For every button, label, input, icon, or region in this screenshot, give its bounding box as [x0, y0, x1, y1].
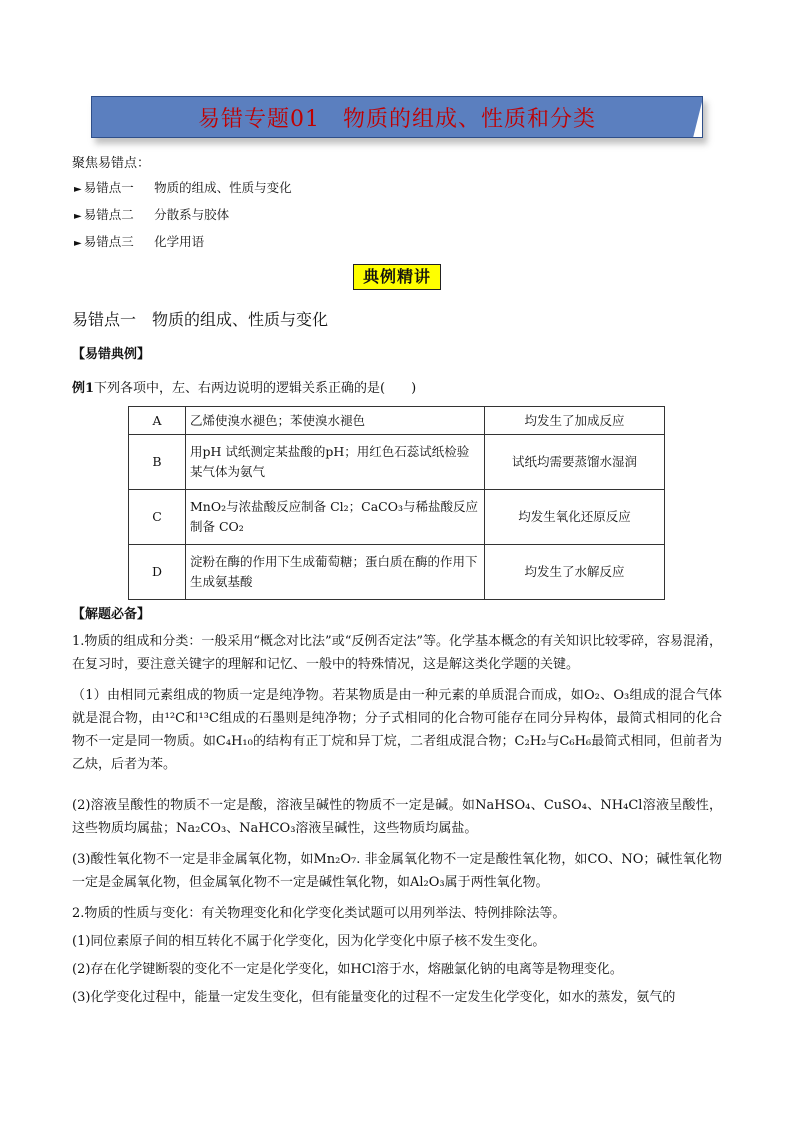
option-letter: A [129, 407, 186, 435]
table-row [129, 435, 665, 490]
focus-item-label: 易错点三 化学用语 [83, 234, 205, 249]
focus-item-label: 易错点二 分散系与胶体 [83, 207, 230, 222]
paragraph: 2.物质的性质与变化：有关物理变化和化学变化类试题可以用列举法、特例排除法等。 [72, 906, 566, 921]
option-description: 用pH 试纸测定某盐酸的pH；用红色石蕊试纸检验某气体为氨气 [186, 435, 485, 490]
option-description: 淀粉在酶的作用下生成葡萄糖；蛋白质在酶的作用下生成氨基酸 [186, 545, 485, 600]
question-number: 例1 [72, 381, 95, 396]
focus-list [74, 180, 292, 261]
question [72, 377, 416, 396]
paragraph: (2)存在化学键断裂的变化不一定是化学变化，如HCl溶于水，熔融氯化钠的电离等是物理变化。 [72, 962, 623, 977]
option-result: 均发生了加成反应 [485, 407, 665, 435]
table-row [129, 490, 665, 545]
option-letter: B [129, 435, 186, 490]
paragraph: (3)化学变化过程中，能量一定发生变化，但有能量变化的过程不一定发生化学变化，如水的蒸发，氨气的 [72, 990, 676, 1005]
table-row [129, 407, 665, 435]
focus-item [74, 180, 292, 207]
paragraph: (2)溶液呈酸性的物质不一定是酸，溶液呈碱性的物质不一定是碱。如NaHSO₄、CuSO₄、NH₄Cl溶液呈酸性，这些物质均属盐；Na₂CO₃、NaHCO₃溶液呈碱性，这些物质均属盐。 [72, 798, 722, 836]
paragraph: (1)同位素原子间的相互转化不属于化学变化，因为化学变化中原子核不发生变化。 [72, 934, 546, 949]
section-badge: 典例精讲 [353, 264, 441, 290]
paragraph: 1.物质的组成和分类：一般采用“概念对比法”或“反例否定法”等。化学基本概念的有关知识比较零碎，容易混淆，在复习时，要注意关键字的理解和记忆、一般中的特殊情况，这是解这类化学题的关键。 [72, 634, 722, 672]
options-table [128, 406, 665, 600]
typical-example-label: 【易错典例】 [72, 347, 151, 362]
option-result: 均发生了水解反应 [485, 545, 665, 600]
option-description: MnO₂与浓盐酸反应制备 Cl₂；CaCO₃与稀盐酸反应制备 CO₂ [186, 490, 485, 545]
prep-label: 【解题必备】 [72, 607, 151, 622]
triangle-bullet-icon: ► [74, 211, 82, 222]
option-description: 乙烯使溴水褪色；苯使溴水褪色 [186, 407, 485, 435]
section-title: 易错点一 物质的组成、性质与变化 [72, 310, 329, 329]
paragraph: (3)酸性氧化物不一定是非金属氧化物，如Mn₂O₇. 非金属氧化物不一定是酸性氧化物，如CO、NO；碱性氧化物一定是金属氧化物，但金属氧化物不一定是碱性氧化物，如Al₂O₃属于两性氧化物。 [72, 852, 722, 890]
page-title: 易错专题01 物质的组成、性质和分类 [198, 106, 596, 132]
focus-heading: 聚焦易错点： [72, 156, 151, 171]
paragraph: （1）由相同元素组成的物质一定是纯净物。若某物质是由一种元素的单质混合而成，如O₂、O₃组成的混合气体就是混合物，由¹²C和¹³C组成的石墨则是纯净物；分子式相同的化合物可能存在同分异构体，最简式相同的化合物不一定是同一物质。如C₄H₁₀的结构有正丁烷和异丁烷，二者组成混合物；C₂H₂与C₆H₆最简式相同，但前者为乙炔，后者为苯。 [72, 688, 722, 772]
focus-item-label: 易错点一 物质的组成、性质与变化 [83, 180, 292, 195]
question-text: 下列各项中，左、右两边说明的逻辑关系正确的是( ) [94, 381, 417, 396]
table-row [129, 545, 665, 600]
title-banner [91, 96, 703, 138]
triangle-bullet-icon: ► [74, 184, 82, 195]
option-letter: C [129, 490, 186, 545]
option-result: 均发生氧化还原反应 [485, 490, 665, 545]
focus-item [74, 234, 292, 261]
option-letter: D [129, 545, 186, 600]
focus-item [74, 207, 292, 234]
option-result: 试纸均需要蒸馏水湿润 [485, 435, 665, 490]
triangle-bullet-icon: ► [74, 238, 82, 249]
